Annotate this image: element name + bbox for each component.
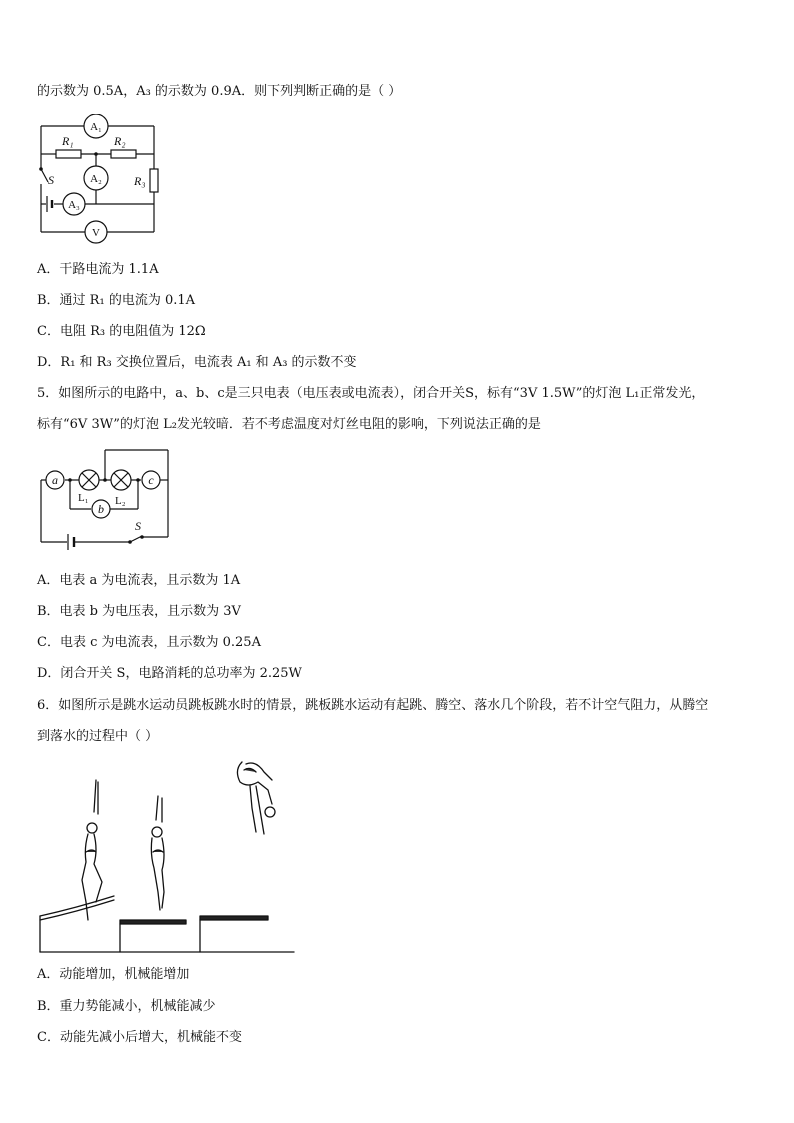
label-r1: R₁: [62, 134, 74, 148]
board-right: [200, 916, 268, 920]
q5-option-a: A．电表 a 为电流表，且示数为 1A: [37, 573, 241, 588]
q4-option-b: B．通过 R₁ 的电流为 0.1A: [37, 293, 196, 308]
label-v: V: [92, 227, 100, 239]
lamp-l2: [111, 470, 131, 490]
resistor-r3: [150, 169, 158, 192]
label-a1: A₁: [90, 121, 102, 133]
q6-diving-illustration: [36, 752, 298, 958]
board-middle: [120, 920, 186, 924]
diver-takeoff: [82, 780, 102, 920]
q5-stem-line2: 标有“6V 3W”的灯泡 L₂发光较暗．若不考虑温度对灯丝电阻的影响，下列说法正确的是: [37, 417, 541, 432]
resistor-r1: [56, 150, 81, 158]
switch-contact: [39, 167, 43, 171]
label-meter-a: a: [52, 473, 58, 487]
label-a3: A₃: [68, 199, 80, 211]
label-l2: L₂: [115, 495, 126, 507]
q4-circuit-diagram: [36, 114, 166, 246]
junction-dot-middle: [103, 478, 107, 482]
junction-dot-left: [68, 478, 72, 482]
label-a2: A₂: [90, 173, 102, 185]
label-meter-b: b: [98, 502, 104, 516]
lamp-l1: [79, 470, 99, 490]
q4-option-d: D．R₁ 和 R₃ 交换位置后，电流表 A₁ 和 A₃ 的示数不变: [37, 355, 357, 370]
diver-inverted: [237, 762, 275, 834]
junction-dot-right: [136, 478, 140, 482]
q5-option-c: C．电表 c 为电流表，且示数为 0.25A: [37, 635, 261, 650]
q6-option-b: B．重力势能减小，机械能减少: [37, 999, 216, 1014]
q6-stem-line1: 6．如图所示是跳水运动员跳板跳水时的情景，跳板跳水运动有起跳、腾空、落水几个阶段，若不计空气阻力，从腾空: [37, 698, 709, 713]
q6-stem-line2: 到落水的过程中（ ）: [37, 729, 159, 744]
q6-option-c: C．动能先减小后增大，机械能不变: [37, 1030, 242, 1045]
label-switch: S: [135, 519, 141, 533]
q4-intro: 的示数为 0.5A，A₃ 的示数为 0.9A．则下列判断正确的是（ ）: [37, 84, 402, 99]
q6-option-a: A．动能增加，机械能增加: [37, 967, 190, 982]
springboard-curved: [40, 900, 114, 920]
label-r2: R₂: [114, 134, 126, 148]
resistor-r2: [111, 150, 136, 158]
diver-flight: [151, 796, 164, 910]
label-meter-c: c: [148, 473, 154, 487]
switch-contact-right: [140, 535, 144, 539]
q4-option-a: A．干路电流为 1.1A: [37, 262, 159, 277]
label-r3: R₃: [134, 174, 146, 188]
junction-dot: [94, 152, 98, 156]
q5-option-d: D．闭合开关 S，电路消耗的总功率为 2.25W: [37, 666, 302, 681]
switch-contact-left: [128, 540, 132, 544]
q4-option-c: C．电阻 R₃ 的电阻值为 12Ω: [37, 324, 206, 339]
q5-circuit-diagram: [36, 446, 176, 554]
label-switch: S: [48, 173, 54, 187]
switch-arm: [130, 536, 142, 542]
q5-stem-line1: 5．如图所示的电路中，a、b、c是三只电表（电压表或电流表），闭合开关S，标有“3V 1.5W”的灯泡 L₁正常发光，: [37, 386, 705, 401]
label-l1: L₁: [78, 492, 89, 504]
q5-option-b: B．电表 b 为电压表，且示数为 3V: [37, 604, 241, 619]
